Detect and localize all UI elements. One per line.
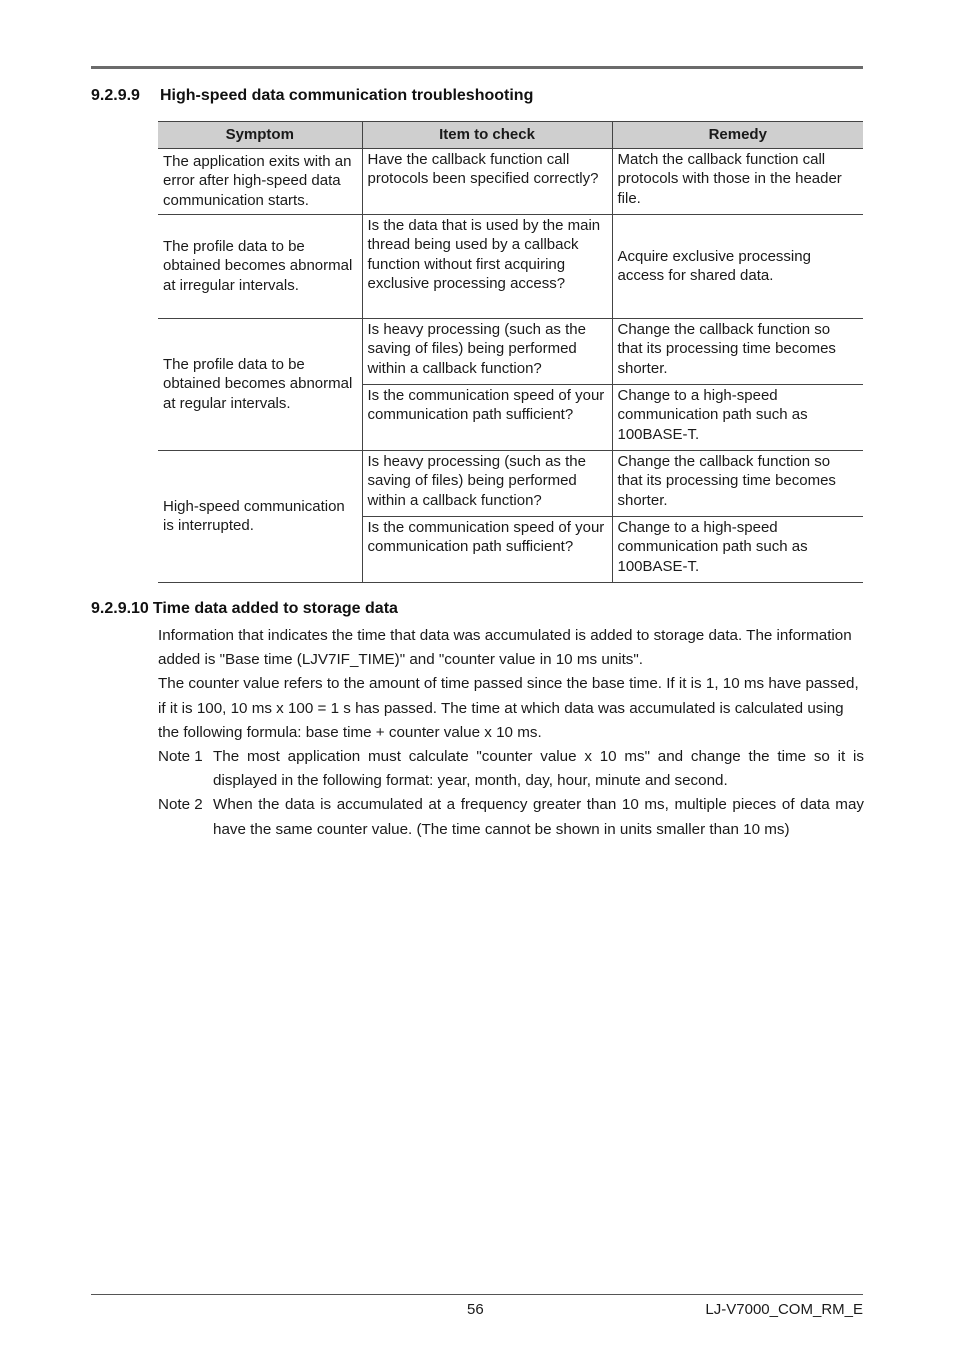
paragraph: Information that indicates the time that data was accumulated is added to storage data. The information added is "Base time (LJV7IF_TIME)" and "counter value in 10 ms units". — [158, 627, 852, 669]
note-text: The most application must calculate "counter value x 10 ms" and change the time so it is displayed in the following format: year, month, day, hour, minute and second. — [213, 748, 864, 790]
symptom-cell: The profile data to be obtained becomes abnormal at irregular intervals. — [158, 215, 362, 319]
symptom-cell: The application exits with an error after high-speed data communication starts. — [158, 149, 362, 215]
note-label: Note 1 — [158, 748, 203, 766]
check-cell: Is heavy processing (such as the saving of files) being performed within a callback function? — [362, 451, 612, 517]
column-header: Symptom — [158, 122, 362, 149]
troubleshooting-table — [158, 121, 863, 583]
remedy-cell: Change to a high-speed communication path such as 100BASE-T. — [612, 517, 863, 583]
section-body — [158, 624, 864, 842]
table-row — [158, 215, 863, 319]
table-row — [158, 451, 863, 517]
page-number: 56 — [467, 1301, 484, 1318]
remedy-cell: Change the callback function so that its processing time becomes shorter. — [612, 451, 863, 517]
note-text: When the data is accumulated at a frequency greater than 10 ms, multiple pieces of data may have the same counter value. (The time cannot be shown in units smaller than 10 ms) — [213, 796, 864, 838]
note-label: Note 2 — [158, 796, 203, 814]
table-row — [158, 149, 863, 215]
section-heading — [91, 600, 398, 618]
section-number: 9.2.9.9 — [91, 87, 140, 104]
column-header: Item to check — [362, 122, 612, 149]
remedy-cell: Change the callback function so that its processing time becomes shorter. — [612, 319, 863, 385]
section-title: High-speed data communication troubleshooting — [160, 87, 534, 104]
check-cell: Have the callback function call protocols been specified correctly? — [362, 149, 612, 215]
check-cell: Is the communication speed of your communication path sufficient? — [362, 517, 612, 583]
section-heading — [91, 87, 533, 105]
document-id: LJ-V7000_COM_RM_E — [705, 1301, 863, 1318]
check-cell: Is the communication speed of your communication path sufficient? — [362, 385, 612, 451]
remedy-cell: Change to a high-speed communication path such as 100BASE-T. — [612, 385, 863, 451]
column-header: Remedy — [612, 122, 863, 149]
remedy-cell: Acquire exclusive processing access for shared data. — [612, 215, 863, 319]
paragraph: The counter value refers to the amount of time passed since the base time. If it is 1, 10 ms have passed, if it is 100, 10 ms x 100 = 1 s has passed. The time at which data was accumulated is calculated using the following formula: base time + counter value x 10 ms. — [158, 675, 859, 741]
section-title: Time data added to storage data — [152, 600, 398, 617]
symptom-cell: High-speed communication is interrupted. — [158, 451, 362, 583]
table-header-row — [158, 122, 863, 149]
note — [158, 793, 864, 841]
check-cell: Is the data that is used by the main thread being used by a callback function without first acquiring exclusive processing access? — [362, 215, 612, 319]
note — [158, 745, 864, 793]
section-number: 9.2.9.10 — [91, 600, 149, 617]
remedy-cell: Match the callback function call protocols with those in the header file. — [612, 149, 863, 215]
top-rule — [91, 66, 863, 69]
check-cell: Is heavy processing (such as the saving of files) being performed within a callback function? — [362, 319, 612, 385]
symptom-cell: The profile data to be obtained becomes abnormal at regular intervals. — [158, 319, 362, 451]
table-row — [158, 319, 863, 385]
footer-rule — [91, 1294, 863, 1295]
